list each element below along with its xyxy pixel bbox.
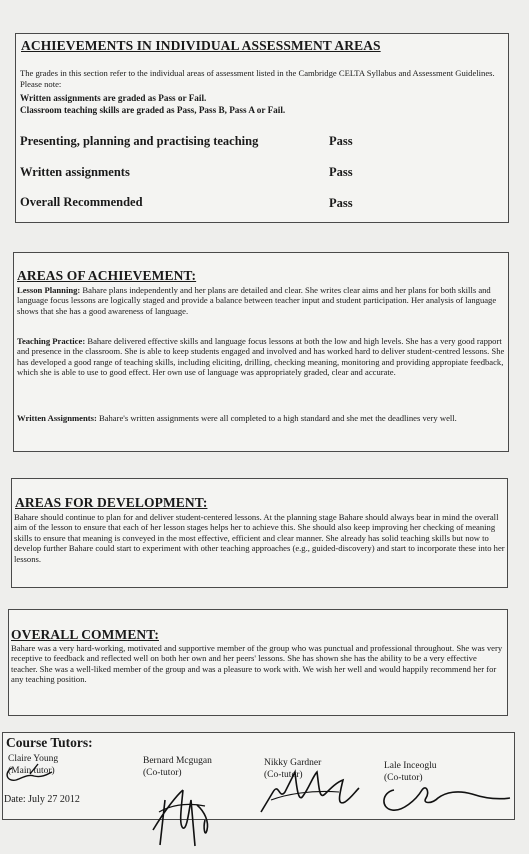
signature-bernard bbox=[145, 750, 235, 854]
achievements-intro bbox=[20, 68, 504, 89]
areas-of-achievement-section bbox=[13, 252, 509, 452]
achievement-title: AREAS OF ACHIEVEMENT: bbox=[17, 268, 197, 283]
row-written-grade: Pass bbox=[329, 165, 353, 179]
teaching-practice-text: Bahare delivered effective skills and language focus lessons at both the low and high levels. She has a very good rapport and presence in the classroom. She is able to keep students engaged and involved and has worked hard to deliver student-centred lessons. She has developed a good range of teaching skills, including eliciting, drilling, checking meaning, monitoring and providing appropiate feedback, which she is able to use to good effect. Her own use of language was appropriately graded, clear and accurate. bbox=[17, 336, 505, 378]
tutor-3-name: Nikky Gardner bbox=[264, 758, 322, 768]
tutor-1-role: (Main tutor) bbox=[8, 766, 55, 776]
signature-claire bbox=[2, 760, 62, 800]
intro-text: The grades in this section refer to the individual areas of assessment listed in the Cambridge CELTA Syllabus and Assessment Guidelines. Please note: bbox=[20, 68, 495, 89]
written-assignments-paragraph bbox=[17, 413, 505, 423]
written-assignments-text: Bahare's written assignments were all completed to a high standard and she met the deadlines very well. bbox=[96, 413, 457, 423]
tutor-2-role: (Co-tutor) bbox=[143, 768, 182, 778]
row-presenting-grade: Pass bbox=[329, 134, 353, 148]
areas-for-development-section bbox=[11, 478, 508, 588]
tutors-title: Course Tutors: bbox=[6, 735, 93, 750]
tutor-2-name: Bernard Mcgugan bbox=[143, 756, 212, 766]
overall-title: OVERALL COMMENT: bbox=[11, 627, 159, 642]
development-title: AREAS FOR DEVELOPMENT: bbox=[15, 495, 208, 510]
signature-lale bbox=[376, 778, 516, 818]
note-written: Written assignments are graded as Pass or Fail. bbox=[20, 93, 207, 103]
lesson-planning-paragraph bbox=[17, 285, 505, 316]
overall-comment-section bbox=[8, 609, 508, 716]
row-overall-grade: Pass bbox=[329, 196, 353, 210]
date-text: Date: July 27 2012 bbox=[4, 794, 80, 805]
teaching-practice-label: Teaching Practice: bbox=[17, 336, 86, 346]
achievements-section bbox=[15, 33, 509, 223]
achievements-title: ACHIEVEMENTS IN INDIVIDUAL ASSESSMENT AREAS bbox=[21, 38, 381, 53]
lesson-planning-label: Lesson Planning: bbox=[17, 285, 81, 295]
tutor-1-name: Claire Young bbox=[8, 754, 59, 764]
row-overall-label: Overall Recommended bbox=[20, 195, 143, 209]
row-presenting-label: Presenting, planning and practising teaching bbox=[20, 134, 259, 148]
teaching-practice-paragraph bbox=[17, 336, 505, 378]
lesson-planning-text: Bahare plans independently and her plans are detailed and clear. She writes clear aims and her plans for both skills and language focus lessons are logically staged and provide a balance between teacher input and student participation. Her analysis of language shows that she has a good awareness of language. bbox=[17, 285, 497, 316]
tutor-4-name: Lale Inceoglu bbox=[384, 761, 437, 771]
development-text: Bahare should continue to plan for and deliver student-centered lessons. At the planning stage Bahare should always bear in mind the overall aim of the lesson to ensure that each of her lesson stages helps her to achieve this. She should also keep improving her checking of meaning skills to ensure that meaning is conveyed in the most effective, efficient and clear manner. She already has solid teaching skills but now to develop further Bahare could start to experiment with other teaching approaches (e.g., guided-discovery) and start to incorporate these into her lessons. bbox=[14, 512, 505, 564]
signature-nikky bbox=[255, 752, 365, 822]
note-classroom: Classroom teaching skills are graded as Pass, Pass B, Pass A or Fail. bbox=[20, 105, 286, 115]
written-assignments-label: Written Assignments: bbox=[17, 413, 97, 423]
overall-text: Bahare was a very hard-working, motivated and supportive member of the group who was punctual and professional throughout. She was very receptive to feedback and reflected well on both her own and her peers' lessons. She has shown she has the ability to be a very effective teacher. She was a well-liked member of the group and was a pleasure to work with. We wish her well and would happily recommend her for any teaching position. bbox=[11, 643, 503, 685]
row-written-label: Written assignments bbox=[20, 165, 130, 179]
tutor-4-role: (Co-tutor) bbox=[384, 773, 423, 783]
tutor-3-role: (Co-tutor) bbox=[264, 770, 303, 780]
